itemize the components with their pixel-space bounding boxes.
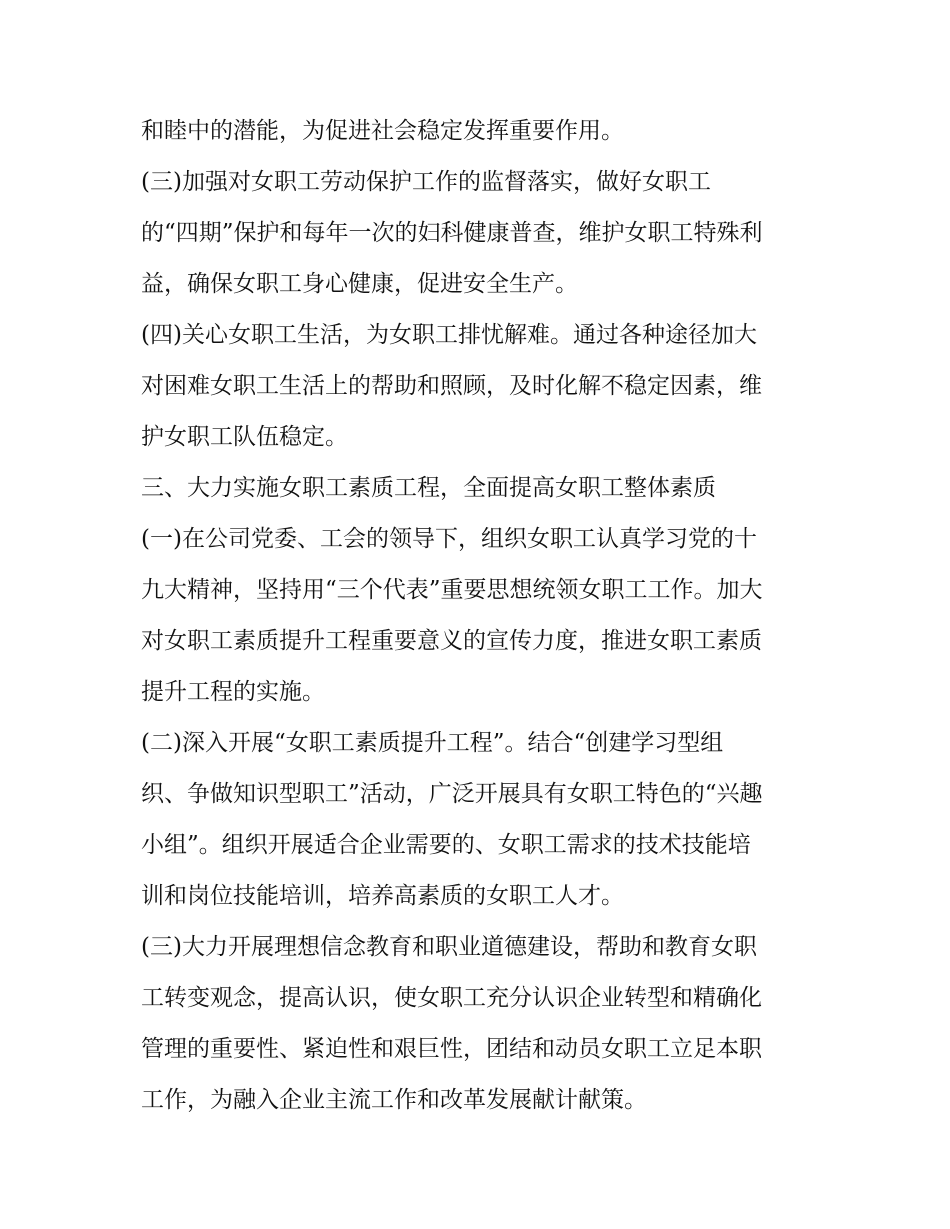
text-line: 对困难女职工生活上的帮助和照顾，及时化解不稳定因素，维 bbox=[141, 373, 762, 399]
text-line: (一)在公司党委、工会的领导下，组织女职工认真学习党的十 bbox=[141, 526, 757, 552]
text-line: 和睦中的潜能，为促进社会稳定发挥重要作用。 bbox=[141, 118, 624, 144]
text-line: (三)加强对女职工劳动保护工作的监督落实，做好女职工 bbox=[141, 169, 711, 195]
text-line: 工作，为融入企业主流工作和改革发展献计献策。 bbox=[141, 1087, 647, 1113]
text-line: 织、争做知识型职工”活动，广泛开展具有女职工特色的“兴趣 bbox=[141, 781, 763, 807]
text-line: 小组”。组织开展适合企业需要的、女职工需求的技术技能培 bbox=[141, 832, 751, 858]
text-line: (四)关心女职工生活，为女职工排忧解难。通过各种途径加大 bbox=[141, 322, 757, 348]
text-line: 益，确保女职工身心健康，促进安全生产。 bbox=[141, 271, 578, 297]
body-text bbox=[141, 106, 821, 1126]
text-line: 护女职工队伍稳定。 bbox=[141, 424, 348, 450]
text-line: (三)大力开展理想信念教育和职业道德建设，帮助和教育女职 bbox=[141, 934, 757, 960]
section-heading: 三、大力实施女职工素质工程，全面提高女职工整体素质 bbox=[141, 475, 716, 501]
text-line: 对女职工素质提升工程重要意义的宣传力度，推进女职工素质 bbox=[141, 628, 762, 654]
text-line: 训和岗位技能培训，培养高素质的女职工人才。 bbox=[141, 883, 624, 909]
text-line: 提升工程的实施。 bbox=[141, 679, 325, 705]
text-line: (二)深入开展“女职工素质提升工程”。结合“创建学习型组 bbox=[141, 730, 724, 756]
text-line: 的“四期”保护和每年一次的妇科健康普查，维护女职工特殊利 bbox=[141, 220, 763, 246]
text-line: 管理的重要性、紧迫性和艰巨性，团结和动员女职工立足本职 bbox=[141, 1036, 762, 1062]
text-line: 工转变观念，提高认识，使女职工充分认识企业转型和精确化 bbox=[141, 985, 762, 1011]
text-line: 九大精神，坚持用“三个代表”重要思想统领女职工工作。加大 bbox=[141, 577, 763, 603]
